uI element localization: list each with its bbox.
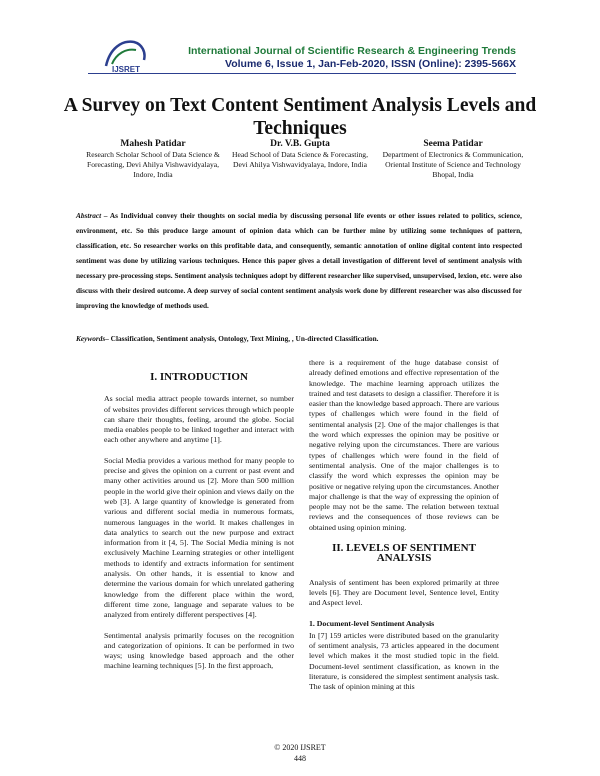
copyright: © 2020 IJSRET bbox=[274, 743, 326, 752]
author-3 bbox=[378, 138, 528, 180]
journal-volume-line: Volume 6, Issue 1, Jan-Feb-2020, ISSN (Online): 2395-566X bbox=[224, 58, 516, 70]
journal-name: International Journal of Scientific Research & Engineering Trends bbox=[188, 45, 516, 57]
paragraph: In [7] 159 articles were distributed based on the granularity of sentiment analysis, 73 articles appeared in the document level which makes it the most studied topic in the field. Document-level sentiment classification, as known in the literature, is considered the simplest sentiment analysis task. The task of opinion mining at this bbox=[309, 630, 499, 692]
abstract-label: Abstract – bbox=[76, 211, 108, 220]
right-column bbox=[309, 358, 499, 703]
paragraph: Sentimental analysis primarily focuses on the recognition and categorization of opinions. It can be performed in two ways; using knowledge based approach and the other machine learning techniques [5]. In the first approach, bbox=[104, 630, 294, 671]
page-number: 448 bbox=[294, 754, 306, 763]
journal-logo bbox=[100, 36, 152, 74]
abstract bbox=[76, 208, 522, 313]
subsection-heading-document-level: 1. Document-level Sentiment Analysis bbox=[309, 618, 435, 628]
keywords bbox=[76, 334, 522, 343]
journal-logo-graphic bbox=[100, 36, 152, 74]
author-name: Mahesh Patidar bbox=[120, 139, 186, 149]
author-affiliation: Head School of Data Science & Forecasting, Devi Ahilya Vishwavidyalaya, Indore, India bbox=[231, 150, 368, 169]
abstract-text: As Individual convey their thoughts on social media by discussing personal life events or other issues related to politics, science, environment, etc. So this produce large amount of opinion data which can be further mine by utilizing some techniques of pattern, classification, etc. So researcher works on this profitable data, and consequently, semantic annotation of online digital content into respected sentiment was done by utilizing various techniques. Hence this paper gives a detail investigation of different level of sentiment analysis with necessary pre-processing steps. Sentiment analysis techniques adopt by different researcher like supervised, unsupervised, lexion, etc. were also discuss with their desired outcome. A deep survey of social content sentiment analysis work done by different researcher was also discussed for improving the knowledge of methods used. bbox=[76, 211, 522, 310]
author-affiliation: Research Scholar School of Data Science & Forecasting, Devi Ahilya Vishwavidyalaya, Indore, India bbox=[86, 150, 220, 179]
paragraph: Analysis of sentiment has been explored primarily at three levels [6]. They are Document level, Sentence level, Entity and Aspect level. bbox=[309, 577, 499, 608]
header-divider bbox=[88, 73, 516, 74]
author-affiliation: Department of Electronics & Communication, Oriental Institute of Science and Technology Bhopal, India bbox=[382, 150, 524, 179]
author-name: Dr. V.B. Gupta bbox=[270, 139, 330, 149]
paper-title: A Survey on Text Content Sentiment Analysis Levels and Techniques bbox=[63, 95, 537, 139]
section-heading-levels: II. LEVELS OF SENTIMENT ANALYSIS bbox=[332, 542, 476, 565]
keywords-text: Classification, Sentiment analysis, Ontology, Text Mining, , Un-directed Classification. bbox=[110, 334, 379, 343]
logo-text: IJSRET bbox=[111, 65, 141, 74]
left-column bbox=[104, 360, 294, 682]
page-footer bbox=[0, 742, 600, 764]
paragraph: As social media attract people towards internet, so number of websites provides different services through which people can share their thoughts, feeling, around the globe. Social media enables people to be linked together and interact with each other anywhere and anytime [1]. bbox=[104, 394, 294, 445]
author-name: Seema Patidar bbox=[423, 139, 483, 149]
author-2 bbox=[225, 138, 375, 170]
paragraph: there is a requirement of the huge database consist of already defined emotions and effective representation of the knowledge. The machine learning approach utilizes the trained and test datasets to design a classifier. Therefore it is easier than the knowledge based approach. There are various types of challenges which were found in the field of sentimental analysis [2]. One of the major challenges is that the word which expresses the opinion may be positive or negative relying upon the circumstances. There are various types of challenges which were found in the field of sentimental analysis. One of the major challenges is to classify the word which expresses the opinion may be positive or negative relying upon the circumstances. Another major challenge is that the way of expressing the opinion of people may not be the same. The relation between textual reviews and the consequences of those reviews can be obtained using opinion mining. bbox=[309, 358, 499, 532]
author-1 bbox=[78, 138, 228, 180]
paragraph: Social Media provides a various method for many people to precise and gives the opinion on a current or past event and many other activities around us [2]. More than 500 million people in the world give their opinion and views daily on the web [3]. A large quantity of knowledge is generated from various and different social media in numerous formats, numerous languages in the world. It makes challenges in data analytics to search out the new purpose and extract information from it [4, 5]. The Social Media mining is not exclusively Machine Learning strategies or other intelligent methods to identify and extracts information for sentiment analysis. On other hands, it is essential to know and determine the various domain for which unrelated gathering knowledge from the different place within the word, different time zone, language and separate values to be analyzed from entirely different perspectives [4]. bbox=[104, 455, 294, 620]
keywords-label: Keywords– bbox=[76, 334, 109, 343]
section-heading-introduction: I. INTRODUCTION bbox=[150, 371, 248, 383]
